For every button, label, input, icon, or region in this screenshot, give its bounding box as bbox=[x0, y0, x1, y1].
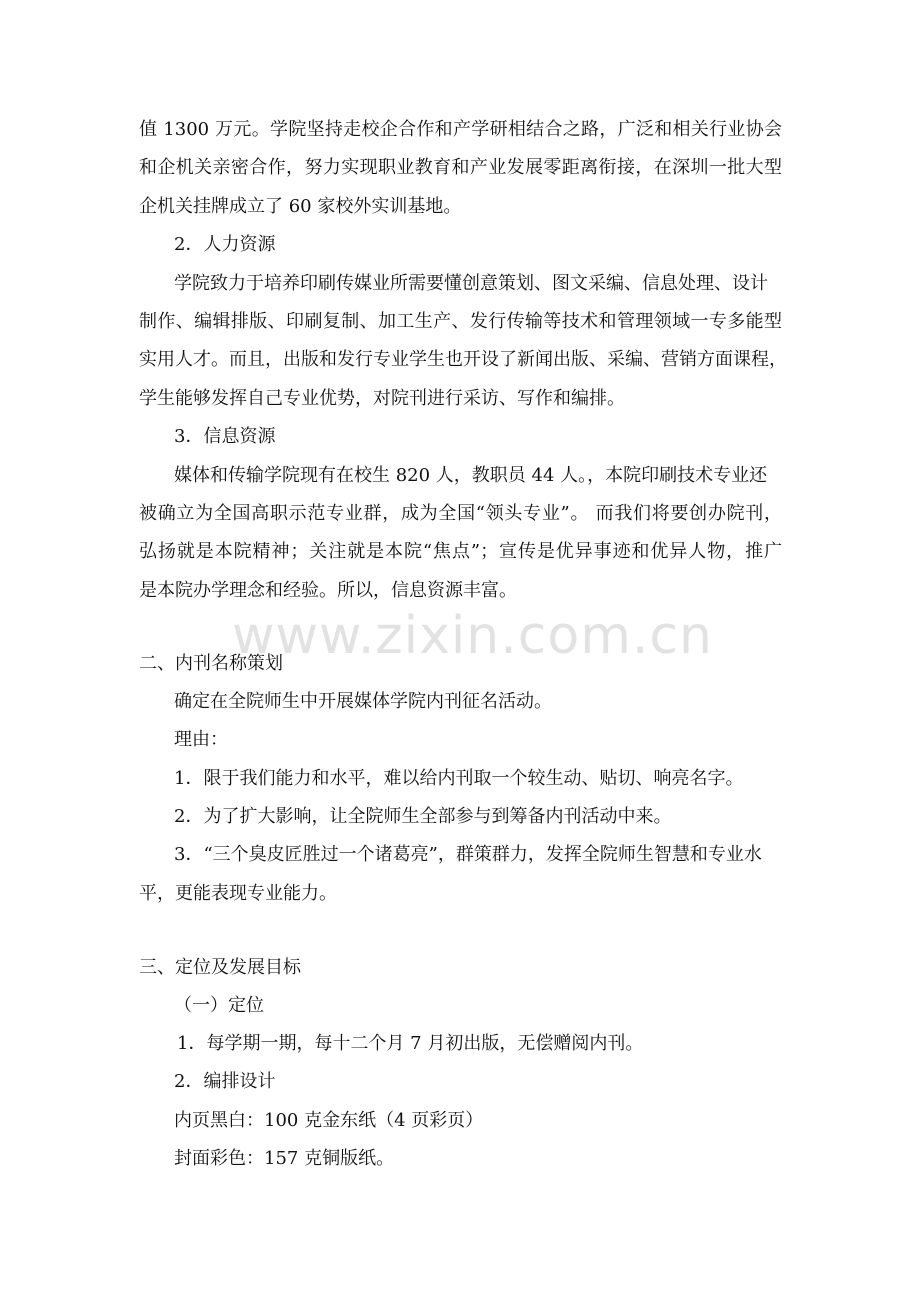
list-item: 3．“三个臭皮匠胜过一个诸葛亮”，群策群力，发挥全院师生智慧和专业水 bbox=[174, 844, 762, 865]
list-label: 理由： bbox=[174, 729, 228, 750]
paragraph-line: 媒体和传输学院现有在校生 820 人，教职员 44 人。，本院印刷技术专业还 bbox=[174, 465, 768, 486]
subsection-heading: 2．人力资源 bbox=[174, 234, 276, 255]
list-item: 2．为了扩大影响，让全院师生全部参与到筹备内刊活动中来。 bbox=[174, 806, 672, 827]
list-item: 平，更能表现专业能力。 bbox=[139, 883, 337, 904]
paragraph-line: 是本院办学理念和经验。所以，信息资源丰富。 bbox=[139, 580, 517, 601]
paragraph-line: 学院致力于培养印刷传媒业所需要懂创意策划、图文采编、信息处理、设计 bbox=[174, 273, 768, 294]
paragraph-line: 内页黑白：100 克金东纸（4 页彩页） bbox=[174, 1110, 484, 1131]
list-item: 1．每学期一期，每十二个月 7 月初出版，无偿赠阅内刊。 bbox=[177, 1033, 644, 1054]
subsection-heading: 3．信息资源 bbox=[174, 426, 276, 447]
paragraph-line: 和企机关亲密合作，努力实现职业教育和产业发展零距离衔接，在深圳一批大型 bbox=[139, 157, 782, 178]
paragraph-line: 企机关挂牌成立了 60 家校外实训基地。 bbox=[139, 196, 462, 217]
paragraph-line: 制作、编辑排版、印刷复制、加工生产、发行传输等技术和管理领域一专多能型 bbox=[139, 311, 782, 332]
section-heading: 二、内刊名称策划 bbox=[139, 653, 283, 674]
paragraph-line: 实用人才。而且，出版和发行专业学生也开设了新闻出版、采编、营销方面课程， bbox=[139, 349, 787, 370]
paragraph-line: 被确立为全国高职示范专业群，成为全国“领头专业”。 而我们将要创办院刊， bbox=[139, 503, 782, 524]
section-heading: 三、定位及发展目标 bbox=[139, 957, 301, 978]
paragraph-line: 封面彩色：157 克铜版纸。 bbox=[174, 1148, 395, 1169]
watermark: www.zixin.com.cn bbox=[232, 606, 713, 666]
paragraph-line: 弘扬就是本院精神；关注就是本院“焦点”；宣传是优异事迹和优异人物，推广 bbox=[139, 541, 782, 562]
paragraph-line: 确定在全院师生中开展媒体学院内刊征名活动。 bbox=[174, 691, 552, 712]
paragraph-line: 学生能够发挥自己专业优势，对院刊进行采访、写作和编排。 bbox=[139, 388, 625, 409]
subsection-heading: （一）定位 bbox=[174, 995, 264, 1016]
paragraph-line: 值 1300 万元。学院坚持走校企合作和产学研相结合之路，广泛和相关行业协会 bbox=[139, 119, 782, 140]
list-item: 2．编排设计 bbox=[174, 1071, 276, 1092]
list-item: 1．限于我们能力和水平，难以给内刊取一个较生动、贴切、响亮名字。 bbox=[174, 768, 744, 789]
